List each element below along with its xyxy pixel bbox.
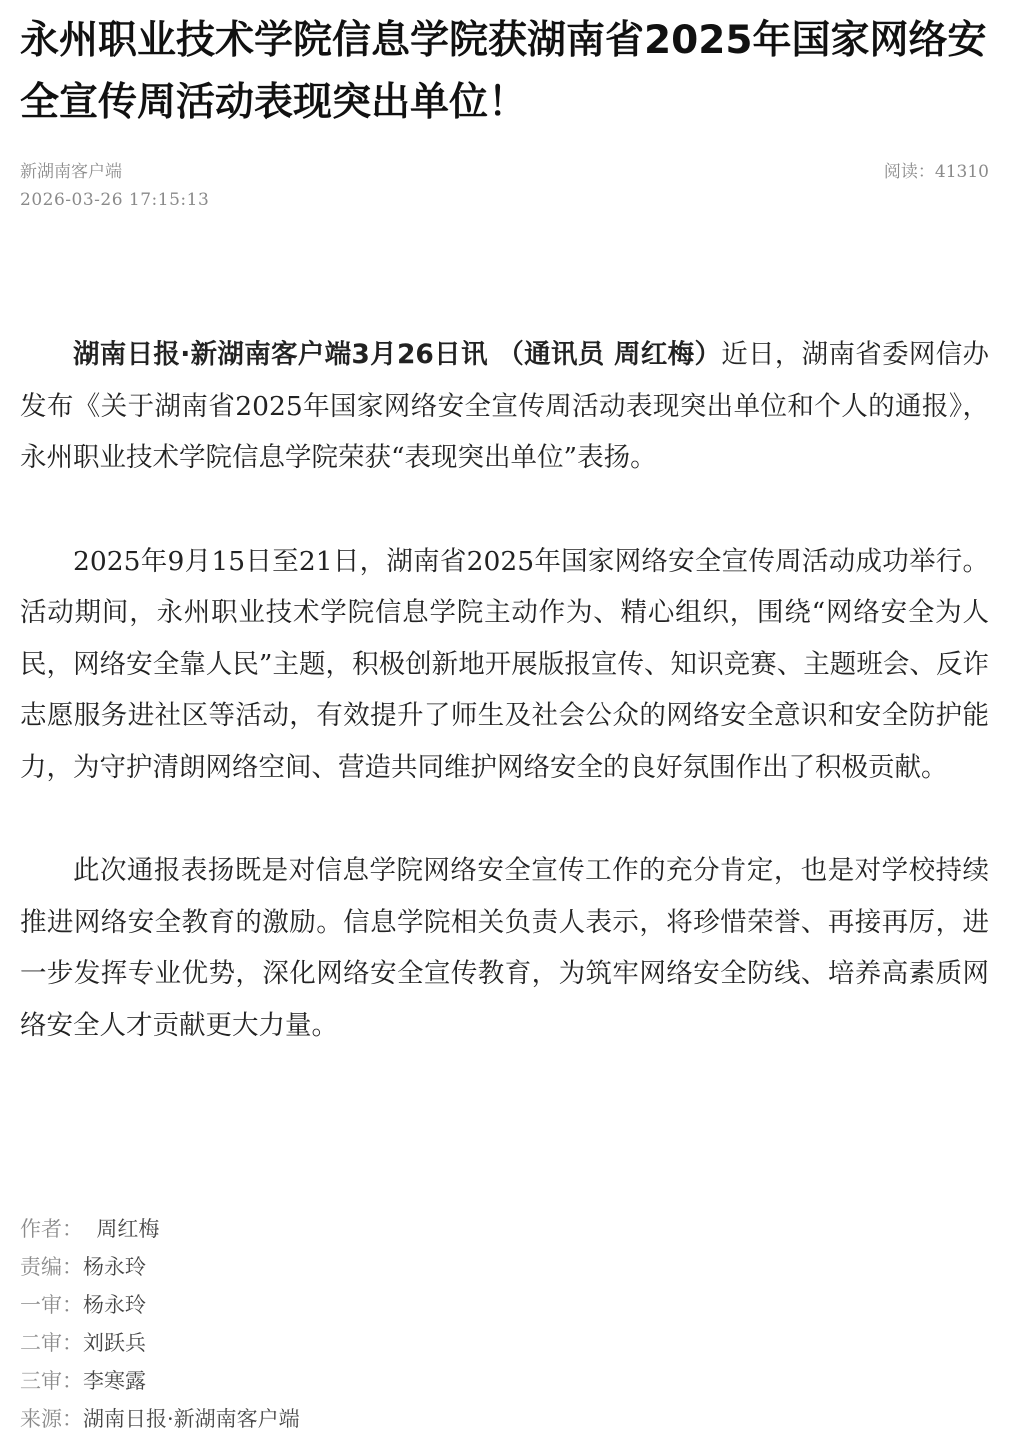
credit-first-review bbox=[20, 1286, 300, 1324]
credit-first-review-label: 一审： bbox=[20, 1293, 83, 1317]
credit-author bbox=[20, 1210, 300, 1248]
paragraph-1 bbox=[20, 329, 989, 484]
credit-second-review-label: 二审： bbox=[20, 1331, 83, 1355]
paragraph-2: 2025年9月15日至21日，湖南省2025年国家网络安全宣传周活动成功举行。活动期间，永州职业技术学院信息学院主动作为、精心组织，围绕“网络安全为人民，网络安全靠人民”主题，积极创新地开展版报宣传、知识竞赛、主题班会、反诈志愿服务进社区等活动，有效提升了师生及社会公众的网络安全意识和安全防护能力，为守护清朗网络空间、营造共同维护网络安全的良好氛围作出了积极贡献。 bbox=[20, 545, 989, 783]
article-title: 永州职业技术学院信息学院获湖南省2025年国家网络安全宣传周活动表现突出单位！ bbox=[20, 18, 987, 125]
article-datetime: 2026-03-26 17:15:13 bbox=[20, 190, 210, 210]
read-count bbox=[884, 158, 989, 186]
credit-editor-label: 责编： bbox=[20, 1255, 83, 1279]
read-count-value: 41310 bbox=[934, 162, 989, 182]
credit-source bbox=[20, 1400, 300, 1438]
article-meta bbox=[20, 158, 989, 218]
credit-editor-value: 杨永玲 bbox=[83, 1255, 146, 1279]
paragraph-1-text: 近日，湖南省委网信办发布《关于湖南省2025年国家网络安全宣传周活动表现突出单位和个人的通报》，永州职业技术学院信息学院荣获“表现突出单位”表扬。 bbox=[20, 339, 990, 473]
credit-author-value: 周红梅 bbox=[83, 1217, 160, 1241]
credit-third-review-value: 李寒露 bbox=[83, 1369, 146, 1393]
credit-editor bbox=[20, 1248, 300, 1286]
paragraph-3: 此次通报表扬既是对信息学院网络安全宣传工作的充分肯定，也是对学校持续推进网络安全教育的激励。信息学院相关负责人表示，将珍惜荣誉、再接再厉，进一步发挥专业优势，深化网络安全宣传教育，为筑牢网络安全防线、培养高素质网络安全人才贡献更大力量。 bbox=[20, 855, 989, 1041]
credit-author-label: 作者： bbox=[20, 1217, 83, 1241]
credit-third-review bbox=[20, 1362, 300, 1400]
article-credits bbox=[20, 1210, 300, 1438]
credit-third-review-label: 三审： bbox=[20, 1369, 83, 1393]
credit-source-value: 湖南日报·新湖南客户端 bbox=[83, 1407, 300, 1431]
credit-second-review bbox=[20, 1324, 300, 1362]
article-body bbox=[20, 329, 989, 1051]
paragraph-1-lead: 湖南日报·新湖南客户端3月26日讯 （通讯员 周红梅） bbox=[73, 339, 722, 370]
article-source[interactable]: 新湖南客户端 bbox=[20, 162, 122, 182]
credit-first-review-value: 杨永玲 bbox=[83, 1293, 146, 1317]
credit-source-label: 来源： bbox=[20, 1407, 83, 1431]
read-count-label: 阅读： bbox=[883, 162, 935, 182]
credit-second-review-value: 刘跃兵 bbox=[83, 1331, 146, 1355]
